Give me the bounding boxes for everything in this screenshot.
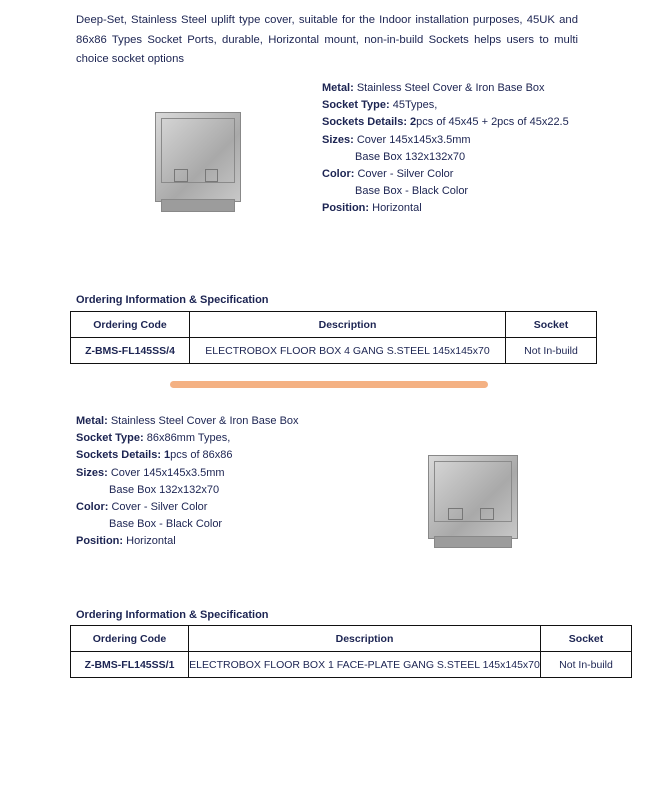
ordering-title-1: Ordering Information & Specification (76, 294, 269, 306)
label: Sockets Details: 2 (322, 116, 417, 129)
label: Metal: (322, 82, 354, 94)
value: Cover - Silver Color (108, 501, 208, 514)
value: Base Box - Black Color (355, 185, 469, 198)
label: Socket Type: (76, 432, 144, 445)
table-header-row (71, 312, 597, 338)
floor-box-image-1-gang (428, 455, 518, 539)
socket: Not In-build (506, 338, 597, 364)
label: Sizes: (76, 466, 108, 479)
label: Metal: (76, 415, 108, 427)
section-divider (170, 381, 488, 388)
value: 45Types, (389, 99, 438, 112)
label: Socket Type: (322, 99, 390, 112)
header-cell: Description (190, 312, 506, 338)
ordering-table-2 (70, 625, 632, 678)
description: ELECTROBOX FLOOR BOX 1 FACE-PLATE GANG S.STEEL 145x145x70 (189, 652, 541, 678)
value: Stainless Steel Cover & Iron Base Box (107, 415, 299, 427)
value: Base Box 132x132x70 (355, 150, 466, 163)
value: Base Box 132x132x70 (109, 483, 220, 496)
value: Cover 145x145x3.5mm (353, 133, 471, 146)
header-cell: Ordering Code (71, 312, 190, 338)
header-cell: Description (189, 626, 541, 652)
ordering-title-2: Ordering Information & Specification (76, 609, 269, 621)
ordering-code: Z-BMS-FL145SS/4 (71, 338, 190, 364)
product2-specs (76, 413, 299, 551)
value: pcs of 86x86 (170, 449, 233, 462)
header-cell: Socket (506, 312, 597, 338)
value: Horizontal (369, 202, 422, 215)
label: Color: (322, 168, 355, 181)
table-row (71, 338, 597, 364)
value: Stainless Steel Cover & Iron Base Box (353, 82, 545, 94)
value: Cover - Silver Color (354, 168, 454, 181)
label: Position: (76, 535, 124, 548)
socket: Not In-build (541, 652, 632, 678)
value: Cover 145x145x3.5mm (107, 466, 225, 479)
value: Base Box - Black Color (109, 518, 223, 531)
table-row (71, 652, 632, 678)
floor-box-image-4-gang (155, 112, 241, 202)
ordering-table-1 (70, 311, 597, 364)
intro-paragraph: Deep-Set, Stainless Steel uplift type cover, suitable for the Indoor installation purposes, 45UK and 86x86 Types Socket Ports, durable, Horizontal mount, non-in-build Sockets helps users to multi choice socket options (76, 14, 578, 65)
product1-specs (322, 80, 569, 218)
header-cell: Socket (541, 626, 632, 652)
label: Sockets Details: 1 (76, 449, 171, 462)
value: 86x86mm Types, (143, 432, 231, 445)
label: Color: (76, 501, 109, 514)
label: Sizes: (322, 133, 354, 146)
table-header-row (71, 626, 632, 652)
value: pcs of 45x45 + 2pcs of 45x22.5 (416, 116, 569, 129)
ordering-code: Z-BMS-FL145SS/1 (71, 652, 189, 678)
description: ELECTROBOX FLOOR BOX 4 GANG S.STEEL 145x145x70 (190, 338, 506, 364)
header-cell: Ordering Code (71, 626, 189, 652)
label: Position: (322, 202, 370, 215)
value: Horizontal (123, 535, 176, 548)
